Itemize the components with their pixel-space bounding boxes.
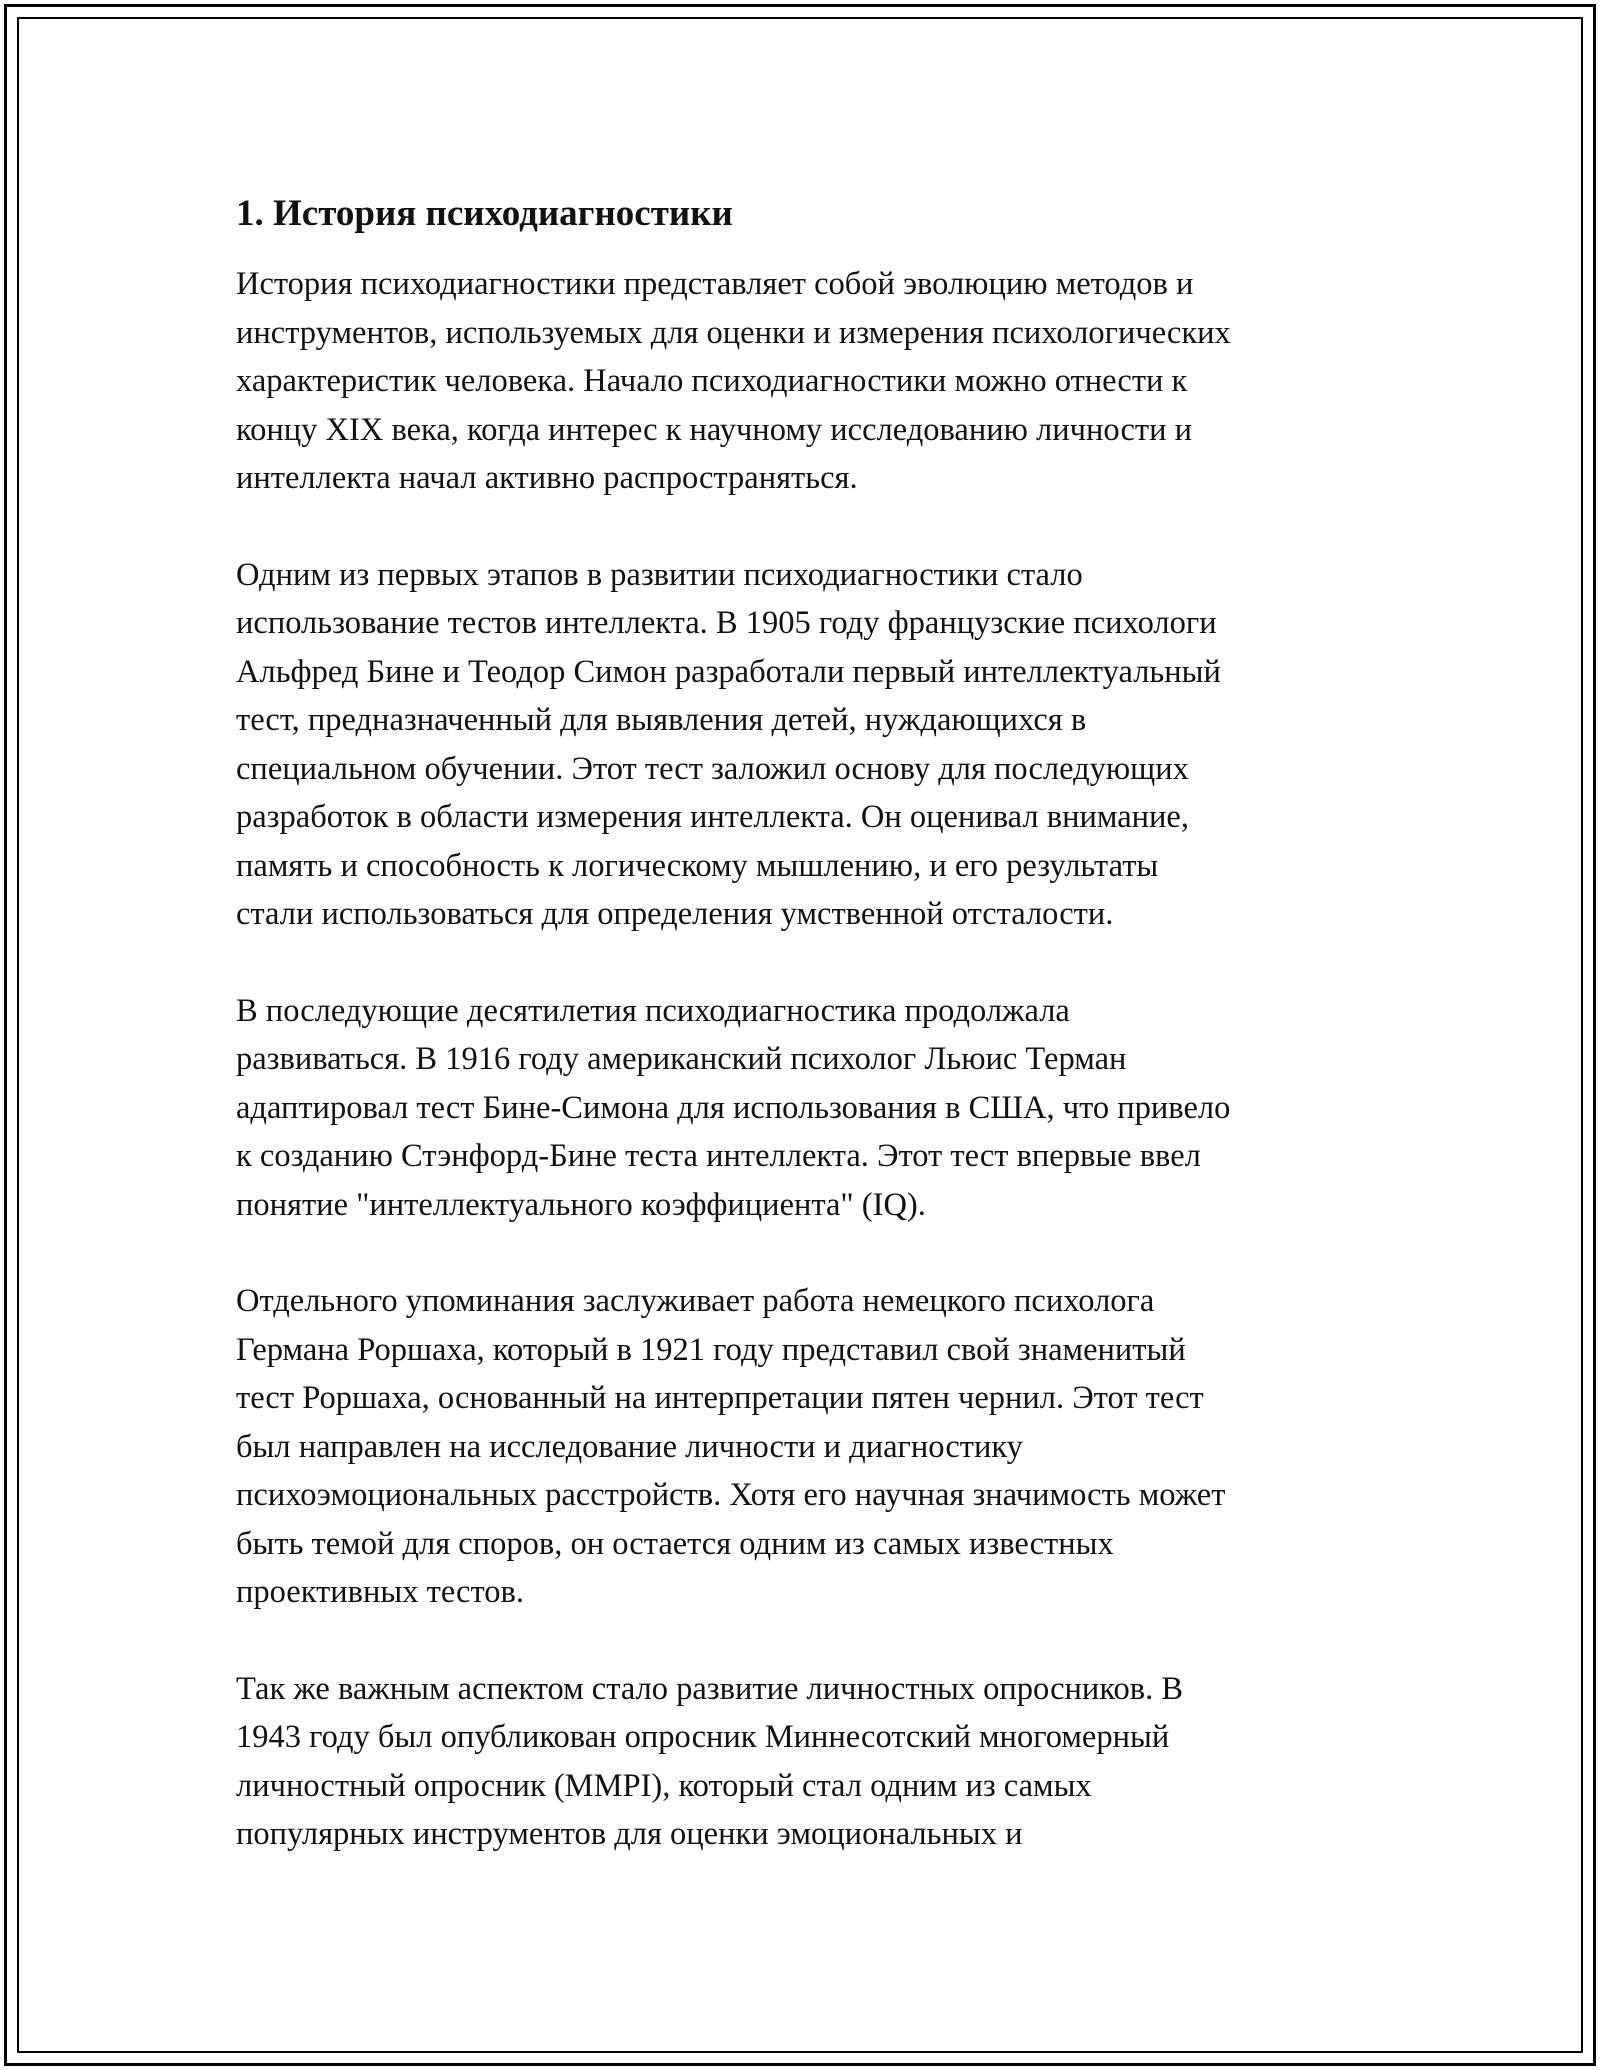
text-line: 1943 году был опубликован опросник Миннесотский многомерный [236, 1719, 1170, 1755]
text-line: разработок в области измерения интеллекта. Он оценивал внимание, [236, 799, 1189, 835]
text-line: память и способность к логическому мышлению, и его результаты [236, 847, 1159, 884]
text-line: характеристик человека. Начало психодиагностики можно отнести к [236, 363, 1188, 399]
text-line: Отдельного упоминания заслуживает работа немецкого психолога [236, 1283, 1155, 1319]
text-line: развиваться. В 1916 году американский психолог Льюис Терман [236, 1041, 1127, 1077]
text-line: Одним из первых этапов в развитии психодиагностики стало [236, 556, 1083, 593]
text-line: тест Роршаха, основанный на интерпретации пятен чернил. Этот тест [236, 1380, 1204, 1416]
paragraph-3 [236, 987, 1396, 1230]
text-line: интеллекта начал активно распространяться. [236, 460, 858, 496]
document-body [236, 190, 1396, 1907]
text-line: специальном обучении. Этот тест заложил основу для последующих [236, 750, 1189, 787]
text-line: Альфред Бине и Теодор Симон разработали первый интеллектуальный [236, 653, 1221, 690]
text-line: популярных инструментов для оценки эмоциональных и [236, 1816, 1023, 1852]
text-line: использование тестов интеллекта. В 1905 году французские психологи [236, 605, 1217, 641]
paragraph-1 [236, 260, 1396, 503]
paragraph-4 [236, 1277, 1396, 1617]
text-line: психоэмоциональных расстройств. Хотя его научная значимость может [236, 1477, 1226, 1513]
text-line: инструментов, используемых для оценки и измерения психологических [236, 314, 1231, 351]
text-line: личностный опросник (MMPI), который стал одним из самых [236, 1767, 1092, 1804]
text-line: В последующие десятилетия психодиагностика продолжала [236, 992, 1070, 1029]
paragraph-5 [236, 1665, 1396, 1859]
text-line: адаптировал тест Бине-Симона для использования в США, что привело [236, 1089, 1231, 1126]
text-line: был направлен на исследование личности и диагностику [236, 1428, 1023, 1465]
text-line: Германа Роршаха, который в 1921 году представил свой знаменитый [236, 1331, 1186, 1368]
text-line: понятие "интеллектуального коэффициента" (IQ). [236, 1186, 926, 1223]
text-line: стали использоваться для определения умственной отсталости. [236, 896, 1114, 932]
text-line: тест, предназначенный для выявления детей, нуждающихся в [236, 702, 1087, 738]
text-line: концу XIX века, когда интерес к научному исследованию личности и [236, 411, 1192, 448]
text-line: к созданию Стэнфорд-Бине теста интеллекта. Этот тест впервые ввел [236, 1138, 1201, 1174]
text-line: быть темой для споров, он остается одним из самых известных [236, 1525, 1114, 1562]
section-heading: 1. История психодиагностики [236, 193, 733, 234]
paragraph-2 [236, 551, 1396, 939]
text-line: Так же важным аспектом стало развитие личностных опросников. В [236, 1670, 1183, 1707]
text-line: История психодиагностики представляет собой эволюцию методов и [236, 266, 1194, 302]
text-line: проективных тестов. [236, 1574, 524, 1610]
